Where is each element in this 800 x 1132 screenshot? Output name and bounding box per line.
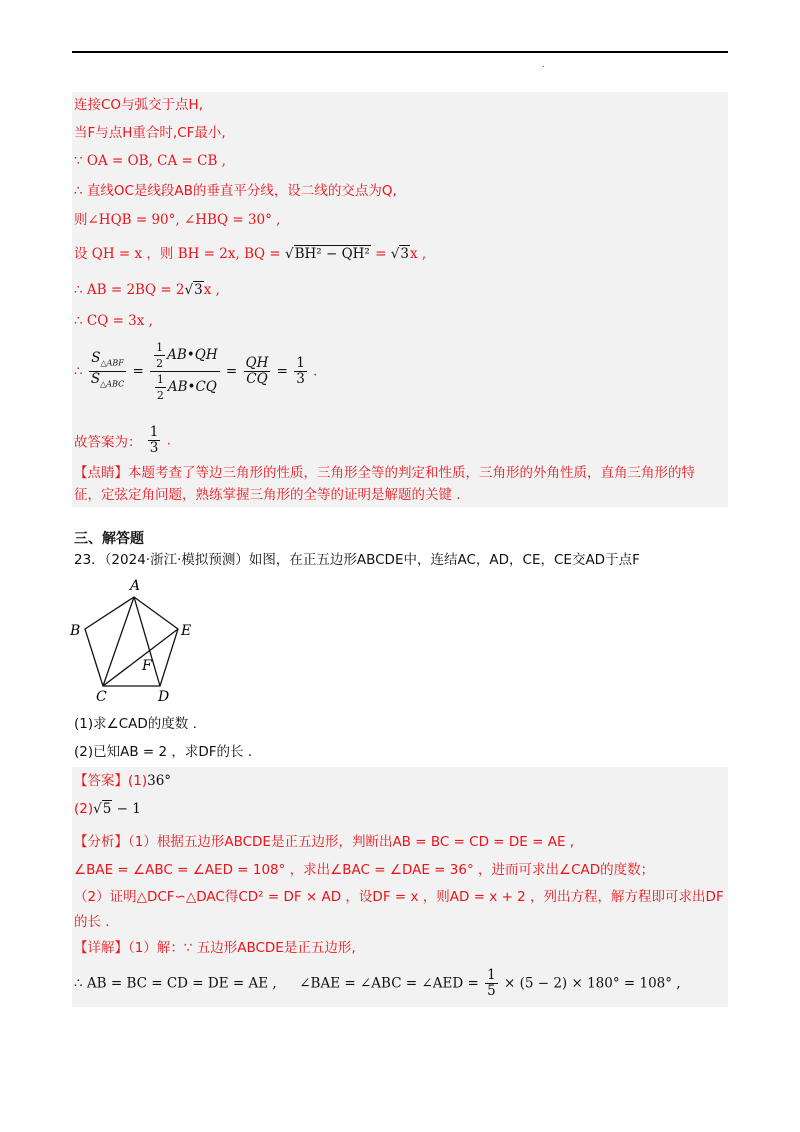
area-num-s: S: [91, 350, 101, 367]
answer-2-label: (2): [74, 801, 94, 817]
final-answer-fraction: [148, 425, 161, 456]
question-1: (1)求∠CAD的度数 .: [74, 716, 197, 732]
line6-radicand: BH² − QH²: [294, 246, 370, 262]
detail-frac-den: 5: [487, 983, 496, 999]
line6-equals: =: [370, 246, 391, 262]
detail-frac-num: 1: [487, 967, 496, 983]
answer-1-value: 36°: [147, 773, 172, 789]
final-answer-label: 故答案为：: [74, 434, 142, 451]
result-fraction: [294, 356, 307, 387]
final-answer-end: .: [166, 432, 171, 449]
result-num: 1: [296, 355, 305, 371]
problem-stem: 23．（2024·浙江·模拟预测）如图，在正五边形ABCDE中，连结AC，AD，CE，CE交AD于点F: [74, 552, 640, 568]
half-den-top: 2: [156, 357, 164, 370]
line7-text-c: x ,: [203, 282, 220, 298]
final-answer-num: 1: [149, 424, 159, 440]
area-den-s: S: [90, 371, 101, 387]
area-num-sub: △ABF: [100, 359, 124, 368]
detail-computation: × (5 − 2) × 180° = 108° ,: [503, 975, 681, 992]
segment-ratio: [244, 356, 271, 387]
analysis-line-2: ∠BAE = ∠ABC = ∠AED = 108° ，求出∠BAC = ∠DAE = 36° ，进而可求出∠CAD的度数；: [74, 862, 655, 878]
line6-text-a: 设 QH = x ，则 BH = 2x, BQ =: [74, 246, 285, 262]
detail-line-1: 【详解】（1）解：∵ 五边形ABCDE是正五边形,: [74, 940, 356, 956]
detail-equal-sides: ∴ AB = BC = CD = DE = AE ,: [74, 975, 277, 992]
expression-ratio: [150, 340, 219, 403]
answer-1: [74, 770, 171, 792]
solution-line-2: 当F与点H重合时,CF最小,: [74, 125, 226, 141]
question-2: (2)已知AB = 2 ，求DF的长 .: [74, 744, 253, 760]
segment-num: QH: [245, 355, 269, 371]
label-d: D: [158, 689, 170, 705]
dianjing-line-1: 【点睛】本题考查了等边三角形的性质，三角形全等的判定和性质，三角形的外角性质，直角三角形的特: [74, 465, 695, 481]
pentagon-outline: [85, 597, 178, 686]
analysis-line-4: 的长 .: [74, 914, 110, 930]
solution-line-5: 则∠HQB = 90°, ∠HBQ = 30° ,: [74, 212, 281, 228]
area-ratio: [89, 351, 126, 391]
ratio-equation: ∴ $\frac{S_{\triangle ABF}}{S_{\triangle ABC}}$ = $\frac{1}{2}$ AB•QH $\frac{1}{2}$ AB•CQ = $\frac{QH}{CQ}$ = $\frac{1}{3}$ .: [74, 341, 318, 402]
result-den: 3: [296, 371, 305, 387]
half-den-bottom: 2: [156, 389, 164, 402]
solution-line-7: ∴ AB = 2BQ = 2√3x ,: [74, 282, 220, 298]
solution-line-1: 连接CO与弧交于点H,: [74, 97, 203, 113]
label-f: F: [142, 658, 152, 674]
answer-2: (2)√5 − 1: [74, 801, 141, 817]
detail-line-2: [74, 968, 681, 999]
ratio-prefix: ∴: [74, 363, 83, 380]
area-den-sub: △ABC: [100, 379, 125, 389]
label-b: B: [70, 623, 81, 639]
ratio-suffix: .: [313, 363, 318, 380]
final-answer: [74, 425, 171, 456]
header-dot: .: [542, 60, 545, 70]
answer-2-radicand: 5: [102, 801, 112, 817]
final-answer-den: 3: [149, 440, 159, 456]
line7-sqrt3: 3: [194, 282, 203, 298]
section-heading: 三、解答题: [74, 531, 144, 547]
segment-ac: [103, 597, 134, 686]
solution-line-3: ∵ OA = OB, CA = CB ,: [74, 153, 226, 169]
answer-1-label: 【答案】(1): [74, 773, 148, 789]
line6-sqrt3: 3: [400, 246, 409, 262]
label-a: A: [130, 578, 141, 594]
header-rule: [72, 51, 728, 53]
pentagon-figure: [60, 575, 220, 710]
dianjing-line-2: 征，定弦定角问题，熟练掌握三角形的全等的证明是解题的关键 .: [74, 487, 461, 503]
answer-2-rest: − 1: [112, 801, 141, 817]
line7-text-a: ∴ AB = 2BQ = 2: [74, 282, 185, 298]
solution-line-6: 设 QH = x ，则 BH = 2x, BQ = √BH² − QH² = √3x ,: [74, 246, 427, 262]
segment-ce: [103, 629, 178, 686]
half-num-top: 1: [156, 341, 164, 354]
detail-fraction: [485, 968, 498, 999]
label-c: C: [96, 689, 107, 705]
segment-den: CQ: [246, 371, 268, 387]
line6-text-e: x ,: [409, 246, 427, 262]
solution-line-8: ∴ CQ = 3x ,: [74, 313, 153, 329]
analysis-line-1: 【分析】（1）根据五边形ABCDE是正五边形，判断出AB = BC = CD = DE = AE ,: [74, 834, 575, 850]
den-expression: AB•CQ: [167, 379, 217, 395]
half-num-bottom: 1: [156, 373, 164, 386]
detail-angles: ∠BAE = ∠ABC = ∠AED =: [299, 975, 484, 992]
label-e: E: [181, 623, 192, 639]
analysis-line-3: （2）证明△DCF∽△DAC得CD² = DF × AD ，设DF = x ，则AD = x + 2 ，列出方程，解方程即可求出DF: [74, 889, 724, 905]
num-expression: AB•QH: [167, 347, 218, 363]
solution-line-4: ∴ 直线OC是线段AB的垂直平分线，设二线的交点为Q,: [74, 183, 397, 199]
